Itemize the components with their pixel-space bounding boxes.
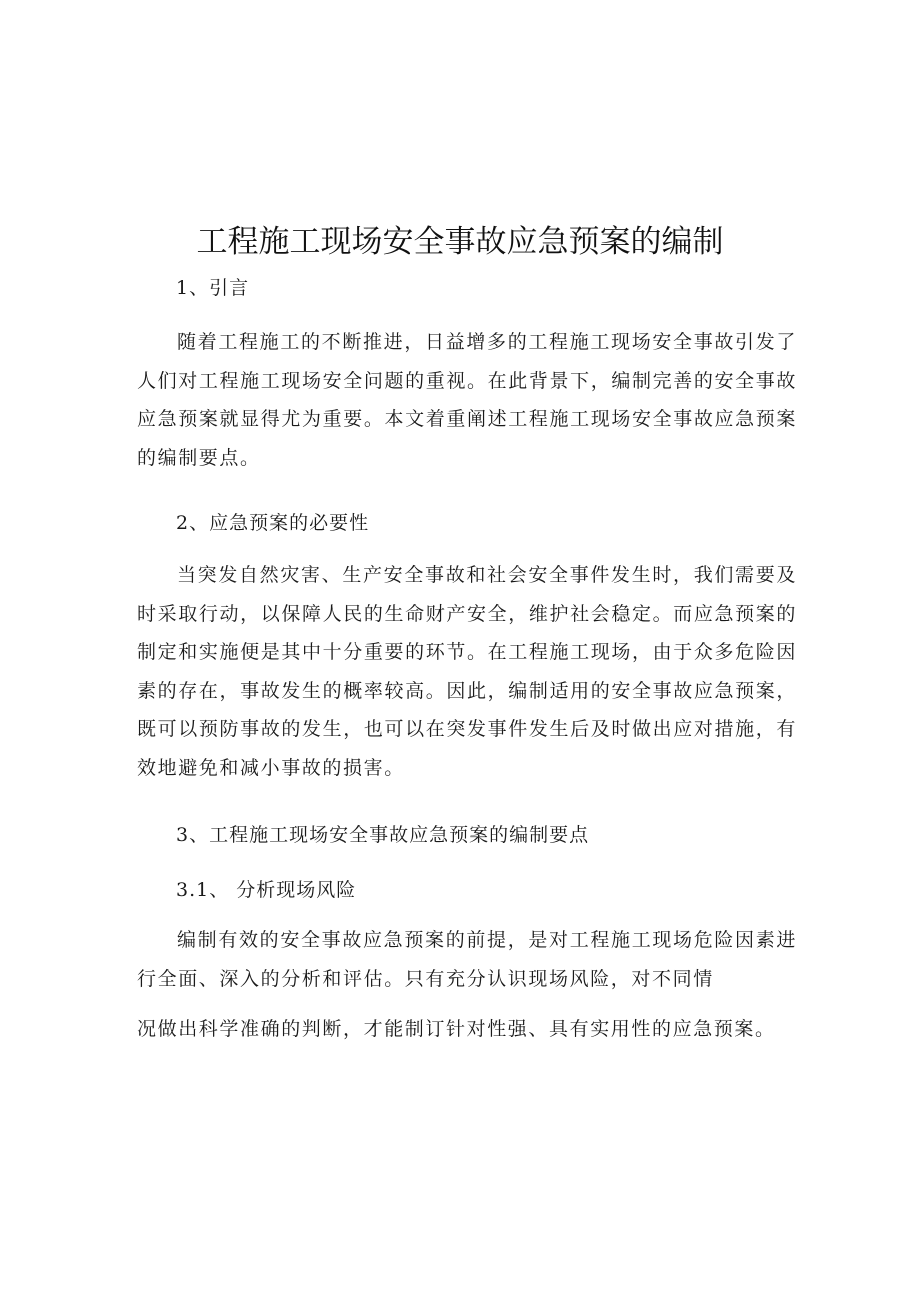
paragraph-necessity: 当突发自然灾害、生产安全事故和社会安全事件发生时，我们需要及时采取行动，以保障人民的生命财产安全，维护社会稳定。而应急预案的制定和实施便是其中十分重要的环节。在工程施工现场，由于众多危险因素的存在，事故发生的概率较高。因此，编制适用的安全事故应急预案，既可以预防事故的发生，也可以在突发事件发生后及时做出应对措施，有效地避免和减小事故的损害。 <box>137 564 797 779</box>
document-title: 工程施工现场安全事故应急预案的编制 <box>196 224 724 260</box>
paragraph-intro: 随着工程施工的不断推进，日益增多的工程施工现场安全事故引发了人们对工程施工现场安全问题的重视。在此背景下，编制完善的安全事故应急预案就显得尤为重要。本文着重阐述工程施工现场安全事故应急预案的编制要点。 <box>137 331 797 469</box>
section-heading-key-points: 3、工程施工现场安全事故应急预案的编制要点 <box>176 824 590 846</box>
paragraph-risk-analysis-line2: 况做出科学准确的判断，才能制订针对性强、具有实用性的应急预案。 <box>137 1018 776 1040</box>
paragraph-risk-analysis-line1: 编制有效的安全事故应急预案的前提，是对工程施工现场危险因素进行全面、深入的分析和评估。只有充分认识现场风险，对不同情 <box>137 929 797 990</box>
subsection-heading-risk-analysis: 3.1、 分析现场风险 <box>176 879 357 901</box>
section-heading-intro: 1、引言 <box>176 277 250 299</box>
section-heading-necessity: 2、应急预案的必要性 <box>176 512 370 534</box>
